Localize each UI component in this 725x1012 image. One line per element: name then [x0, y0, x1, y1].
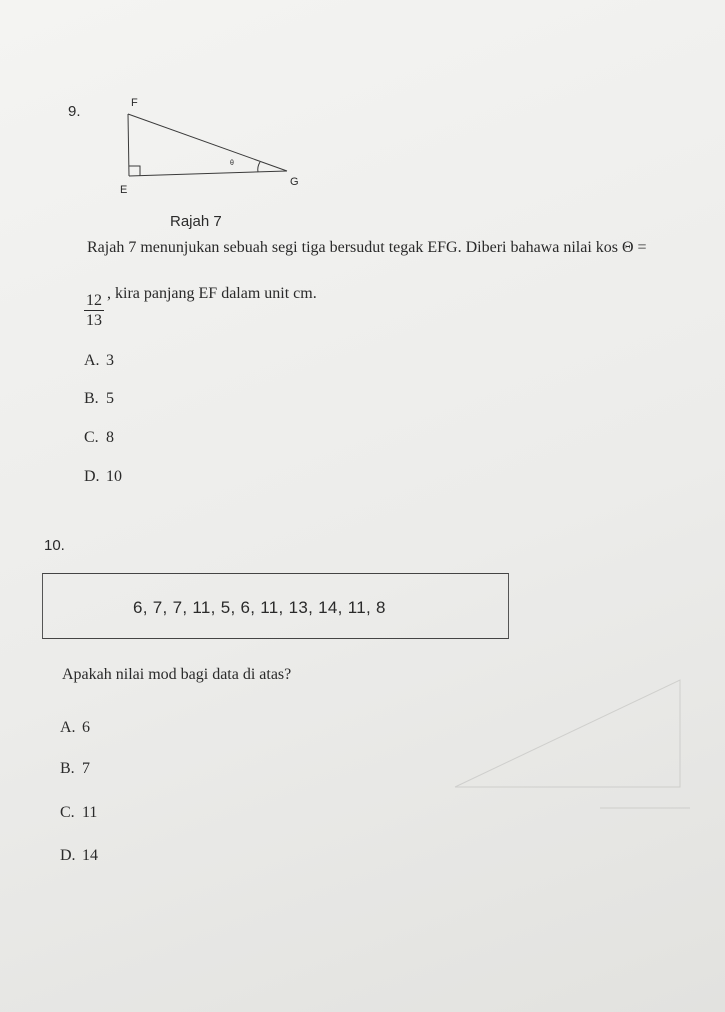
vertex-e-label: E [120, 184, 128, 196]
option-letter: A. [60, 719, 76, 736]
option-letter: D. [84, 468, 100, 485]
data-box [42, 573, 509, 639]
question-9-option-c[interactable] [84, 429, 114, 447]
question-9-option-b[interactable] [84, 390, 114, 408]
question-10-number: 10. [44, 537, 65, 554]
option-value: 14 [82, 847, 98, 864]
option-value: 10 [106, 468, 122, 485]
data-values: 6, 7, 7, 11, 5, 6, 11, 13, 14, 11, 8 [133, 598, 386, 617]
theta-label: θ [230, 160, 234, 167]
right-angle-marker [129, 166, 140, 176]
question-10-option-a[interactable] [60, 719, 90, 737]
question-9-stem-line1: Rajah 7 menunjukan sebuah segi tiga bersudut tegak EFG. Diberi bahawa nilai kos Θ = [87, 239, 647, 256]
option-value: 5 [106, 390, 114, 407]
cos-theta-fraction [84, 292, 104, 331]
option-letter: B. [84, 390, 99, 407]
option-letter: D. [60, 847, 76, 864]
option-letter: A. [84, 352, 100, 369]
question-10-option-d[interactable] [60, 847, 98, 865]
option-value: 11 [82, 804, 98, 821]
vertex-f-label: F [131, 97, 138, 109]
option-value: 6 [82, 719, 90, 736]
question-9-stem-line2: , kira panjang EF dalam unit cm. [107, 285, 317, 302]
triangle-efg-diagram [110, 92, 350, 202]
question-9-number: 9. [68, 103, 81, 120]
option-value: 7 [82, 760, 90, 777]
option-letter: C. [84, 429, 99, 446]
figure-caption: Rajah 7 [170, 213, 222, 230]
option-letter: C. [60, 804, 75, 821]
question-9-option-d[interactable] [84, 468, 122, 486]
fraction-denominator: 13 [86, 312, 102, 329]
vertex-g-label: G [290, 176, 299, 188]
question-10-option-b[interactable] [60, 760, 90, 778]
option-letter: B. [60, 760, 75, 777]
angle-arc [258, 162, 260, 172]
question-10-option-c[interactable] [60, 804, 97, 822]
option-value: 8 [106, 429, 114, 446]
fraction-numerator: 12 [86, 292, 102, 309]
option-value: 3 [106, 352, 114, 369]
question-9-option-a[interactable] [84, 352, 114, 370]
question-10-stem: Apakah nilai mod bagi data di atas? [62, 666, 292, 683]
